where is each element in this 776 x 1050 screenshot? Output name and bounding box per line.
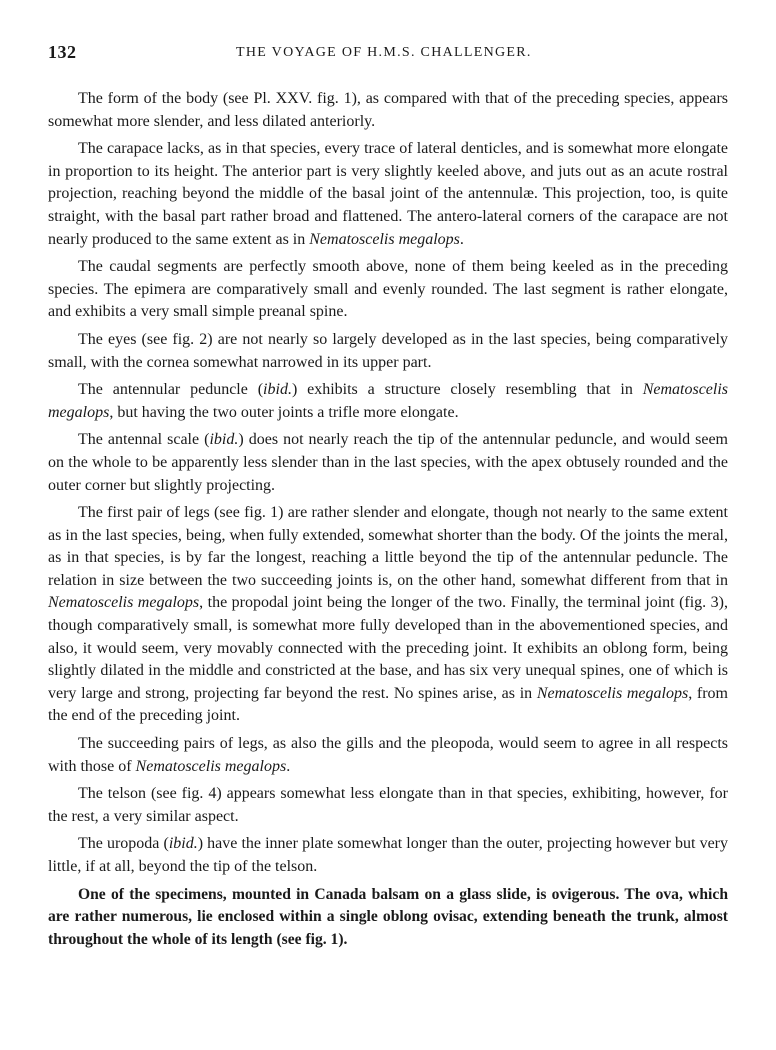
paragraph-eyes: The eyes (see fig. 2) are not nearly so largely developed as in the last species, being comparatively small, with the cornea somewhat narrowed in its upper part. — [48, 330, 728, 371]
paragraph-ovigerous: One of the specimens, mounted in Canada balsam on a glass slide, is ovigerous. The ova, which are rather numerous, lie enclosed within a single oblong ovisac, extending beneath the trunk, almost throughout the whole of its length (see fig. 1). — [48, 885, 728, 948]
paragraph-body-form: The form of the body (see Pl. XXV. fig. 1), as compared with that of the preceding species, appears somewhat more slender, and less dilated anteriorly. — [48, 90, 728, 130]
paragraph-antennal-scale: The antennal scale (ibid.) does not nearly reach the tip of the antennular peduncle, and would seem on the whole to be apparently less slender than in the last species, with the apex obtusely rounded and the outer corner but slightly projecting. — [48, 431, 729, 494]
paragraph-carapace: The carapace lacks, as in that species, every trace of lateral denticles, and is somewhat more elongate in proportion to its height. The anterior part is very slightly keeled above, and juts out as an acute rostral projection, reaching beyond the middle of the basal joint of the antennulæ. This projection, too, is quite straight, with the basal part rather broad and flattened. The antero-lateral corners of the carapace are not nearly produced to the same extent as in Nematoscelis megalops. — [48, 140, 728, 248]
paragraph-uropoda: The uropoda (ibid.) have the inner plate somewhat longer than the outer, projecting however but very little, if at all, beyond the tip of the telson. — [48, 835, 729, 875]
paragraph-antennular-peduncle: The antennular peduncle (ibid.) exhibits a structure closely resembling that in Nematoscelis megalops, but having the two outer joints a trifle more elongate. — [48, 381, 729, 421]
paragraph-first-legs: The first pair of legs (see fig. 1) are rather slender and elongate, though not nearly to the same extent as in the last species, being, when fully extended, somewhat shorter than the body. Of the joints the meral, as in that species, is by far the longest, reaching a little beyond the tip of the antennular peduncle. The relation in size between the two succeeding joints is, on the other hand, somewhat different from that in Nematoscelis megalops, the propodal joint being the longer of the two. Finally, the terminal joint (fig. 3), though comparatively small, is somewhat more fully developed than in the abovementioned species, and also, it would seem, very movably connected with the preceding joint. It exhibits an oblong form, being slightly dilated in the middle and constricted at the base, and has six very unequal spines, one of which is very large and strong, projecting far beyond the rest. No spines arise, as in Nematoscelis megalops, from the end of the preceding joint. — [48, 504, 728, 725]
body-text — [48, 88, 728, 951]
paragraph-telson: The telson (see fig. 4) appears somewhat less elongate than in that species, exhibiting, however, for the rest, a very similar aspect. — [48, 785, 728, 825]
document-page — [48, 38, 728, 956]
paragraph-succeeding-legs: The succeeding pairs of legs, as also the gills and the pleopoda, would seem to agree in all respects with those of Nematoscelis megalops. — [48, 735, 728, 775]
page-number: 132 — [48, 42, 77, 62]
paragraph-caudal-segments: The caudal segments are perfectly smooth above, none of them being keeled as in the preceding species. The epimera are comparatively small and evenly rounded. The last segment is rather elongate, and exhibits a very small simple preanal spine. — [48, 258, 728, 321]
running-title: THE VOYAGE OF H.M.S. CHALLENGER. — [236, 45, 532, 60]
page-header — [48, 38, 728, 68]
